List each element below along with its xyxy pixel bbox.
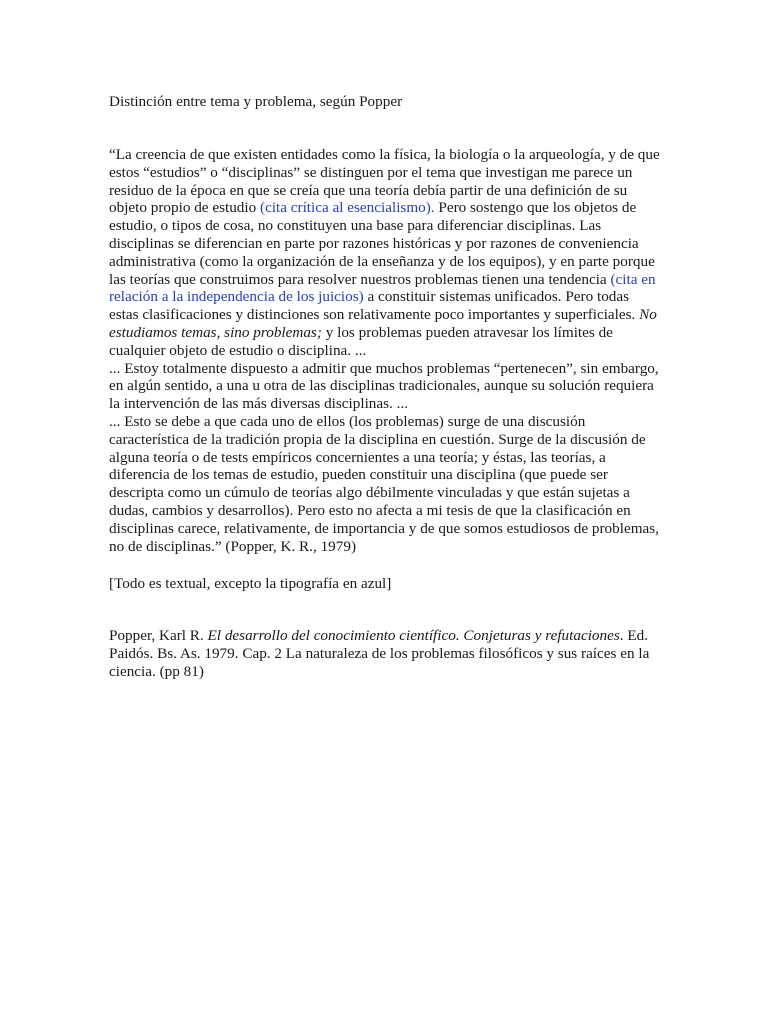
quote-italic-phrase: No estudiamos temas, sino problemas; — [109, 306, 657, 341]
blue-annotation-essentialism: (cita crítica al esencialismo). — [260, 199, 435, 217]
reference-author: Popper, Karl R. — [109, 627, 208, 644]
popper-quote — [109, 146, 661, 555]
reference-book-title: El desarrollo del conocimiento científico. Conjeturas y refutaciones — [207, 627, 620, 644]
quote-text: a constituir sistemas unificados. Pero todas estas clasificaciones y distinciones son relativamente poco importantes y superficiales. — [109, 288, 640, 324]
quote-text: Pero sostengo que los objetos de estudio, o tipos de cosa, no constituyen una base para diferenciar disciplinas. Las disciplinas se diferencian en parte por razones históricas y por razones de conveniencia administrativa (como la organización de la enseñanza y de los equipos), y en parte porque las teorías que construimos para resolver nuestros problemas tienen una tendencia — [109, 199, 655, 288]
quote-paragraph-3: ... Esto se debe a que cada uno de ellos (los problemas) surge de una discusión característica de la tradición propia de la disciplina en cuestión. Surge de la discusión de alguna teoría o de tests empíricos concernientes a una teoría; y éstas, las teorías, a diferencia de los temas de estudio, pueden constituir una disciplina (que puede ser descripta como un cúmulo de teorías algo débilmente vinculadas y que están sujetas a dudas, cambios y desarrollos). Pero esto no afecta a mi tesis de que la clasificación en disciplinas carece, relativamente, de importancia y de que somos estudiosos de problemas, no de disciplinas.” (Popper, K. R., 1979) — [109, 412, 659, 555]
typography-note: [Todo es textual, excepto la tipografía en azul] — [109, 575, 392, 592]
quote-text: y los problemas pueden atravesar los límites de cualquier objeto de estudio o disciplina. ... — [109, 323, 613, 359]
bibliographic-reference — [109, 627, 661, 680]
quote-paragraph-1 — [109, 146, 661, 360]
quote-paragraph-2: ... Estoy totalmente dispuesto a admitir que muchos problemas “pertenecen”, sin embargo, en algún sentido, a una u otra de las disciplinas tradicionales, aunque su solución requiera la intervención de las más diversas disciplinas. ... — [109, 359, 659, 413]
document-title: Distinción entre tema y problema, según Popper — [109, 93, 403, 110]
blue-annotation-judgement: (cita en relación a la independencia de los juicios) — [109, 270, 656, 306]
quote-text: “La creencia de que existen entidades como la física, la biología o la arqueología, y de que estos “estudios” o “disciplinas” se distinguen por el tema que investigan me parece un residuo de la época en que se creía que una teoría debía partir de una definición de su objeto propio de estudio — [109, 146, 660, 217]
reference-details: . Ed. Paidós. Bs. As. 1979. Cap. 2 La naturaleza de los problemas filosóficos y sus raíces en la ciencia. (pp 81) — [109, 627, 650, 680]
